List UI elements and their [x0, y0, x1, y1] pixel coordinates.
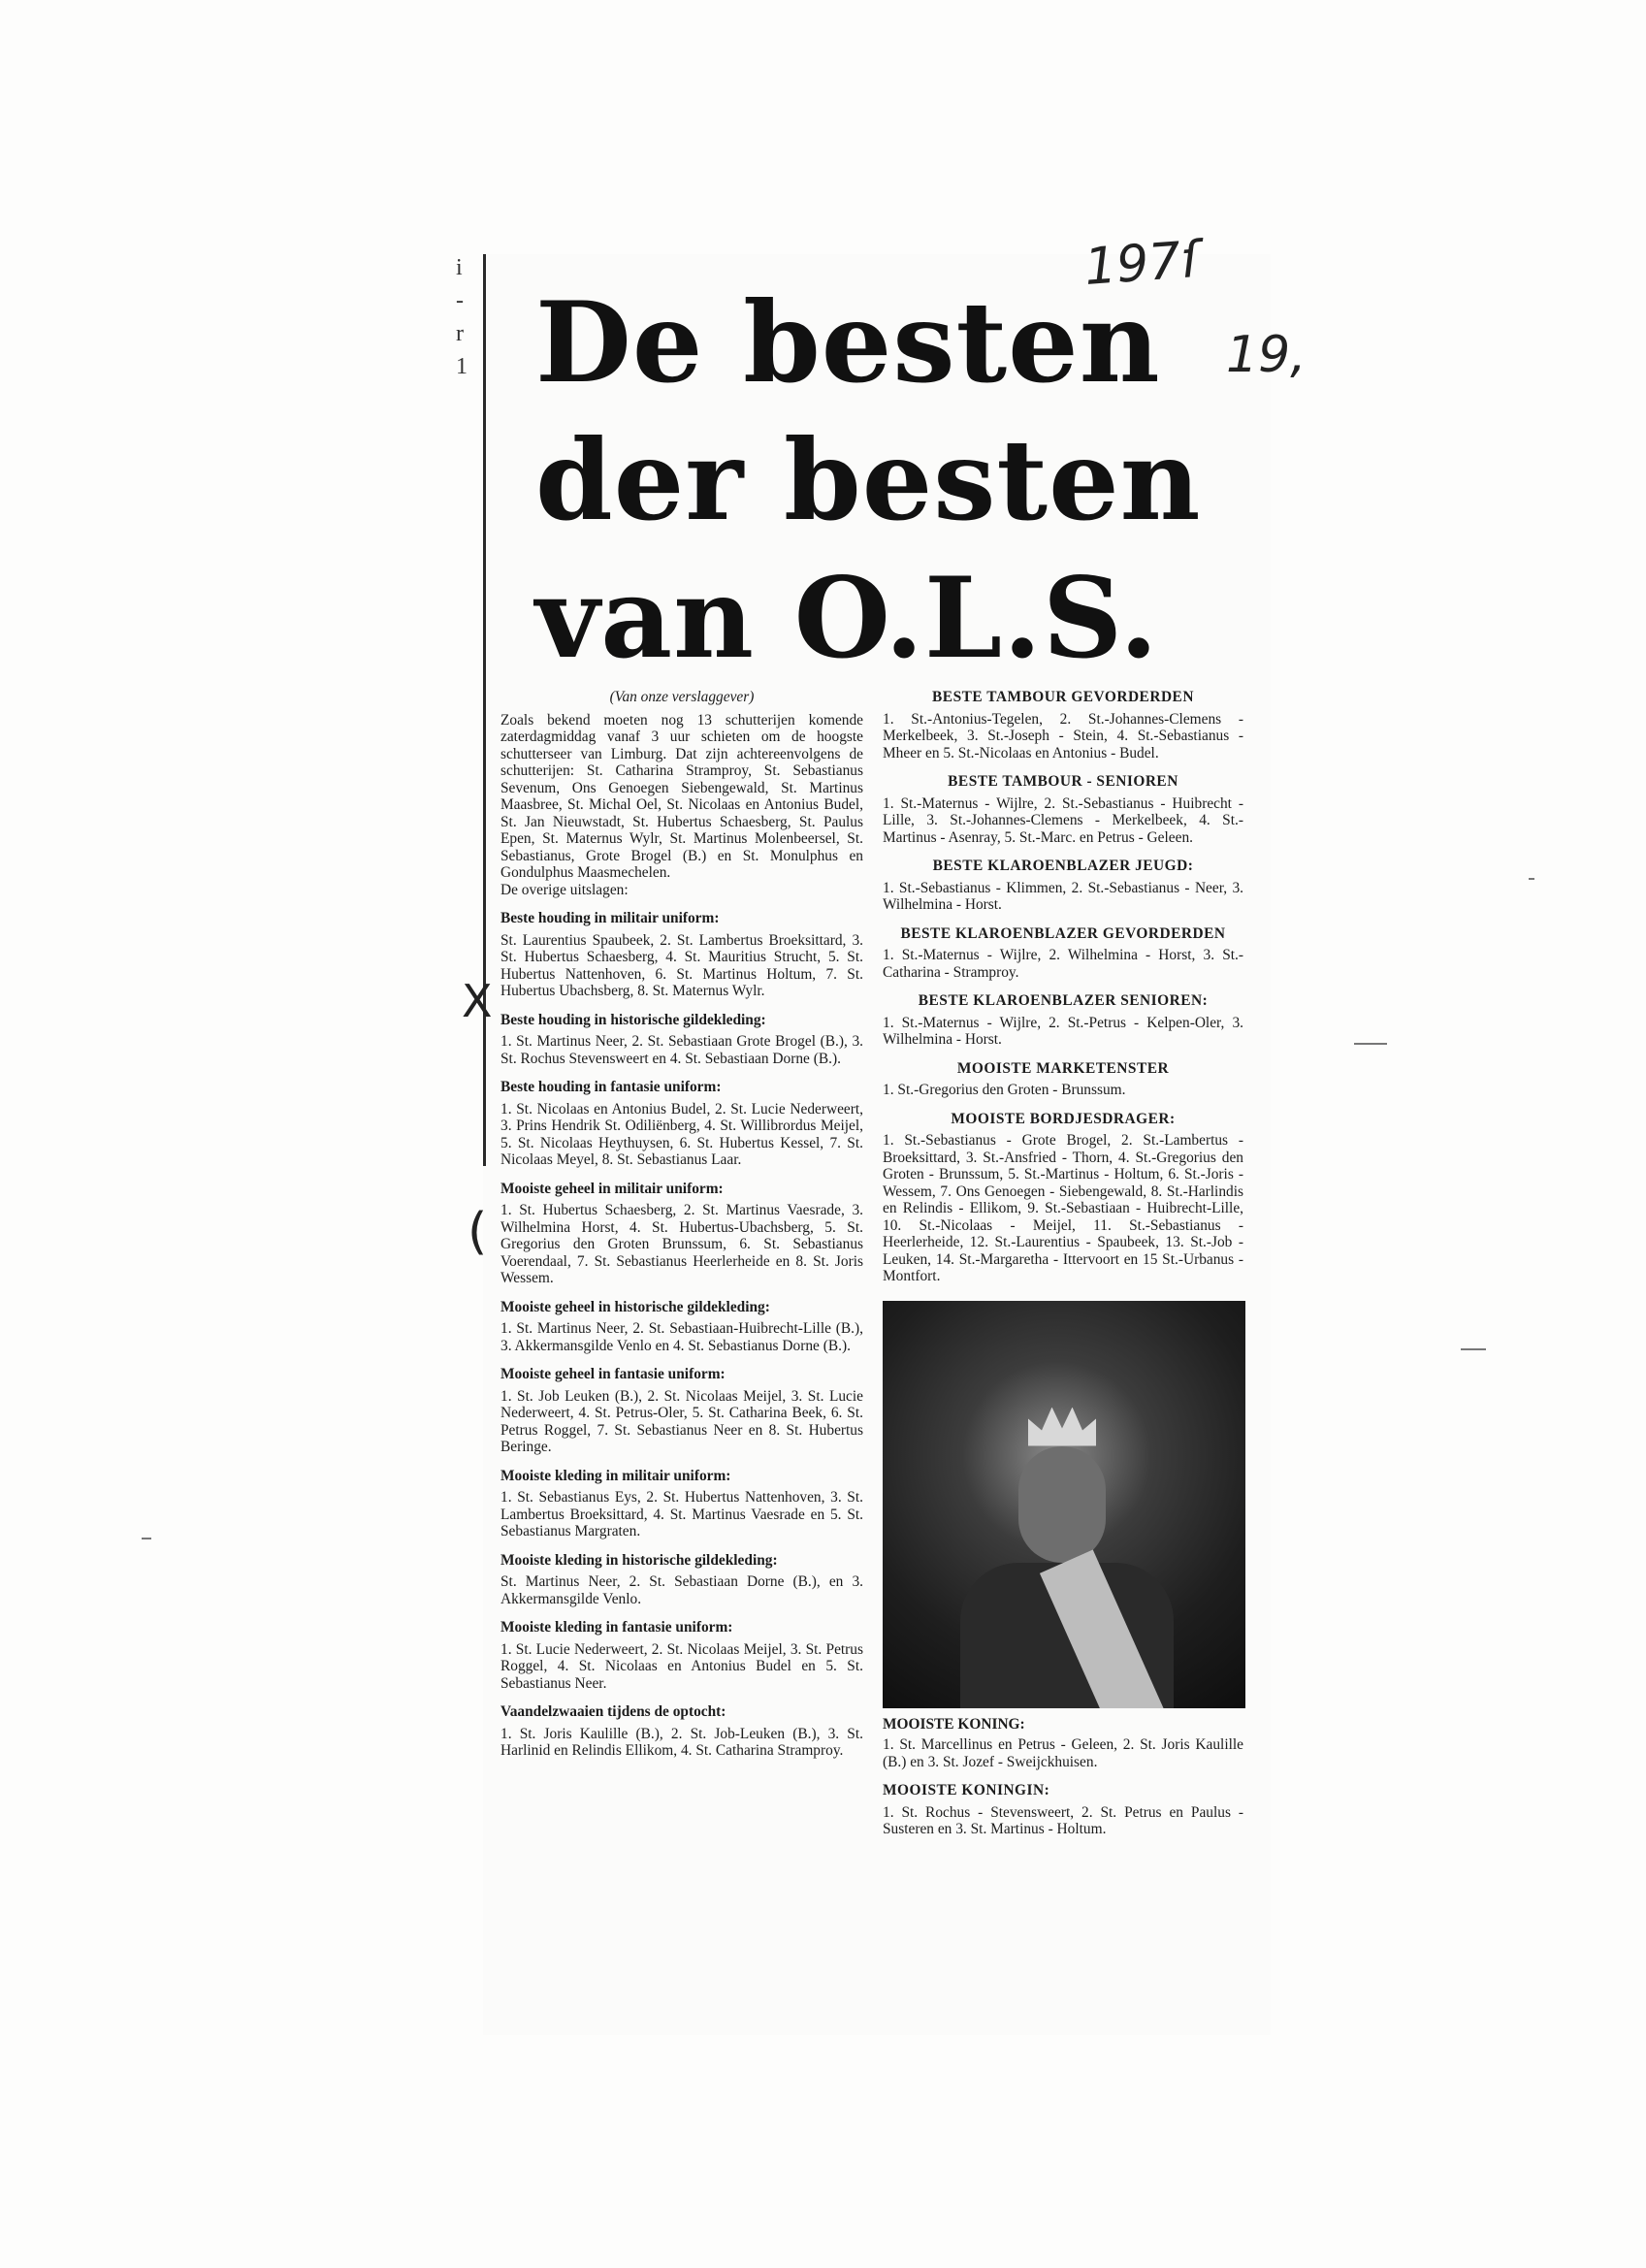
cut-edge-fragments — [456, 254, 479, 386]
section-text: St. Martinus Neer, 2. St. Sebastiaan Dorne (B.), en 3. Akkermansgilde Venlo. — [500, 1573, 863, 1607]
result-section — [500, 1181, 863, 1287]
headline — [535, 274, 1273, 687]
right-sections — [883, 689, 1243, 1285]
crown-icon — [1028, 1408, 1096, 1446]
section-heading: BESTE KLAROENBLAZER SENIOREN: — [918, 992, 1209, 1009]
section-text: 1. St.-Gregorius den Groten - Brunssum. — [883, 1082, 1126, 1098]
handwritten-x-mark: X — [462, 975, 493, 1027]
edge-fragment: - — [456, 288, 464, 313]
section-heading: Mooiste kleding in historische gildekleding: — [500, 1551, 778, 1569]
king-photo — [883, 1301, 1245, 1708]
intro-text: Zoals bekend moeten nog 13 schutterijen komende zaterdagmiddag vanaf 3 uur schieten om de hoogste schutterseer van Limburg. Dat zijn achtereenvolgens de schutterijen: St. Catharina Stramproy, St. Sebastianus Sevenum, Ons Genoegen Siebengewald, St. Martinus Maasbree, St. Michal Oel, St. Nicolaas en Antonius Budel, St. Jan Nieuwstadt, St. Hubertus Schaesberg, St. Paulus Epen, St. Maternus Wylr, St. Martinus Molenbeersel, St. Sebastianus, Grote Brogel (B.) en St. Monulphus en Gondulphus Maasmechelen. — [500, 711, 863, 881]
headline-line-2: der besten — [535, 415, 1202, 545]
result-section — [883, 773, 1243, 846]
clipping-left-rule — [483, 254, 486, 1166]
scan-speck — [1461, 1348, 1486, 1350]
section-heading: Beste houding in militair uniform: — [500, 910, 720, 926]
section-text: St. Laurentius Spaubeek, 2. St. Lambertus Broeksittard, 3. St. Hubertus Schaesberg, 4. St. Mauritius Strucht, 5. St. Hubertus Nattenhoven, 6. St. Martinus Holtum, 7. St. Hubertus Ubachsberg, 8. St. Maternus Wylr. — [500, 931, 863, 999]
section-heading: BESTE KLAROENBLAZER JEUGD: — [932, 858, 1194, 874]
section-heading: BESTE TAMBOUR GEVORDERDEN — [932, 689, 1194, 705]
handwritten-year: 197ſ — [1082, 230, 1201, 298]
result-section — [500, 1468, 863, 1540]
section-heading: MOOISTE BORDJESDRAGER: — [951, 1110, 1176, 1127]
result-section — [500, 1299, 863, 1355]
scan-speck — [142, 1538, 151, 1539]
intro — [500, 712, 863, 899]
section-text: 1. St. Joris Kaulille (B.), 2. St. Job-Leuken (B.), 3. St. Harlinid en Relindis Ellikom, 4. St. Catharina Stramproy. — [500, 1725, 863, 1759]
section-heading: BESTE TAMBOUR - SENIOREN — [948, 773, 1178, 790]
result-section — [883, 1111, 1243, 1285]
result-section — [883, 992, 1243, 1049]
result-section — [500, 1366, 863, 1456]
photo-caption — [883, 1716, 1243, 1771]
handwritten-bracket-mark: ( — [468, 1203, 488, 1261]
section-text: 1. St.-Maternus - Wijlre, 2. Wilhelmina - Horst, 3. St.-Catharina - Stramproy. — [883, 947, 1243, 981]
section-text: 1. St. Sebastianus Eys, 2. St. Hubertus Nattenhoven, 3. St. Lambertus Broeksittard, 4. St. Martinus Vaesrade en 5. St. Sebastianus Margraten. — [500, 1489, 863, 1539]
result-section — [883, 1060, 1243, 1099]
result-section — [883, 689, 1243, 761]
section-text: 1. St. Martinus Neer, 2. St. Sebastiaan Grote Brogel (B.), 3. St. Rochus Stevensweert en 4. St. Sebastiaan Dorne (B.). — [500, 1033, 863, 1067]
result-section — [500, 910, 863, 1000]
section-text: 1. St. Martinus Neer, 2. St. Sebastiaan-Huibrecht-Lille (B.), 3. Akkermansgilde Venlo en 4. St. Sebastianus Dorne (B.). — [500, 1320, 863, 1354]
section-heading: Mooiste kleding in fantasie uniform: — [500, 1619, 733, 1636]
section-text: 1. St.-Maternus - Wijlre, 2. St.-Sebastianus - Huibrecht - Lille, 3. St.-Johannes-Clemens - Merkelbeek, 4. St.-Martinus - Asenray, 5. St.-Marc. en Petrus - Geleen. — [883, 794, 1243, 846]
newspaper-clipping — [456, 230, 1307, 2035]
edge-fragment: 1 — [456, 354, 468, 379]
edge-fragment: r — [456, 321, 464, 346]
handwritten-day: 19, — [1226, 326, 1307, 384]
photo-caption-heading: MOOISTE KONING: — [883, 1715, 1025, 1733]
headline-line-3: van O.L.S. — [535, 553, 1159, 683]
section-heading: Mooiste geheel in militair uniform: — [500, 1180, 724, 1197]
section-text: 1. St.-Maternus - Wijlre, 2. St.-Petrus - Kelpen-Oler, 3. Wilhelmina - Horst. — [883, 1014, 1243, 1048]
section-mooiste-koningin — [883, 1782, 1243, 1838]
byline: (Van onze verslaggever) — [609, 689, 755, 705]
section-text: 1. St. Rochus - Stevensweert, 2. St. Petrus en Paulus - Susteren en 3. St. Martinus - Holtum. — [883, 1803, 1243, 1837]
section-text: 1. St. Lucie Nederweert, 2. St. Nicolaas Meijel, 3. St. Petrus Roggel, 4. St. Nicolaas en Antonius Budel en 5. St. Sebastianus Neer. — [500, 1640, 863, 1692]
result-section — [883, 858, 1243, 914]
section-heading: Beste houding in fantasie uniform: — [500, 1079, 722, 1095]
section-heading: Mooiste geheel in historische gildekleding: — [500, 1298, 770, 1315]
scan-speck — [1529, 878, 1534, 880]
left-column — [500, 689, 863, 1760]
section-text: 1. St.-Sebastianus - Klimmen, 2. St.-Sebastianus - Neer, 3. Wilhelmina - Horst. — [883, 879, 1243, 913]
section-text: 1. St. Job Leuken (B.), 2. St. Nicolaas Meijel, 3. St. Lucie Nederweert, 4. St. Petrus-Oler, 5. St. Catharina Beek, 6. St. Petrus Roggel, 7. St. Sebastianus Neer en 8. St. Hubertus Beringe. — [500, 1387, 863, 1455]
section-heading: Beste houding in historische gildekleding: — [500, 1011, 766, 1028]
section-heading: MOOISTE MARKETENSTER — [956, 1059, 1170, 1077]
result-section — [883, 925, 1243, 982]
left-sections — [500, 910, 863, 1760]
result-section — [500, 1552, 863, 1608]
scan-speck — [1354, 1043, 1387, 1045]
result-section — [500, 1012, 863, 1068]
section-heading: Mooiste geheel in fantasie uniform: — [500, 1366, 726, 1382]
section-text: 1. St. Hubertus Schaesberg, 2. St. Martinus Vaesrade, 3. Wilhelmina Horst, 4. St. Hubertus-Ubachsberg, 5. St. Gregorius den Groten Brunssum, 6. St. Sebastianus Voerendaal, 7. St. Sebastianus Heerlerheide en 8. St. Joris Wessem. — [500, 1202, 863, 1286]
section-heading: Mooiste kleding in militair uniform: — [500, 1467, 731, 1484]
right-column — [883, 689, 1243, 1838]
section-heading: Vaandelzwaaien tijdens de optocht: — [500, 1703, 726, 1720]
section-heading: MOOISTE KONINGIN: — [883, 1782, 1050, 1798]
section-text: 1. St.-Antonius-Tegelen, 2. St.-Johannes-Clemens - Merkelbeek, 3. St.-Joseph - Stein, 4. St.-Sebastianus - Mheer en 5. St.-Nicolaas en Antonius - Budel. — [883, 710, 1243, 761]
result-section — [500, 1079, 863, 1169]
result-section — [500, 1703, 863, 1760]
photo-caption-text: 1. St. Marcellinus en Petrus - Geleen, 2. St. Joris Kaulille (B.) en 3. St. Jozef - Sweijckhuisen. — [883, 1736, 1243, 1770]
edge-fragment: i — [456, 255, 463, 280]
headline-line-1: De besten — [535, 277, 1161, 407]
section-text: 1. St.-Sebastianus - Grote Brogel, 2. St.-Lambertus - Broeksittard, 3. St.-Ansfried - Thorn, 4. St.-Gregorius den Groten - Brunssum, 5. St.-Martinus - Holtum, 6. St.-Joris - Wessem, 7. Ons Genoegen - Siebengewald, 8. St.-Harlindis en Relindis - Ellikom, 9. St.-Sebastiaan - Huibrecht-Lille, 10. St.-Nicolaas - Meijel, 11. St.-Sebastianus - Heerlerheide, 12. St.-Laurentius - Spaubeek, 13. St.-Job - Leuken, 14. St.-Margaretha - Ittervoort en 15 St.-Urbanus - Montfort. — [883, 1132, 1243, 1284]
section-heading: BESTE KLAROENBLAZER GEVORDERDEN — [900, 924, 1226, 942]
photo-figure-face — [1018, 1446, 1106, 1563]
section-text: 1. St. Nicolaas en Antonius Budel, 2. St. Lucie Nederweert, 3. Prins Hendrik St. Odiliënberg, 4. St. Willibrordus Meijel, 5. St. Nicolaas Heythuysen, 6. St. Hubertus Kessel, 7. St. Nicolaas Meyel, 8. St. Sebastianus Laar. — [500, 1100, 863, 1168]
intro-tail: De overige uitslagen: — [500, 881, 629, 898]
result-section — [500, 1619, 863, 1692]
